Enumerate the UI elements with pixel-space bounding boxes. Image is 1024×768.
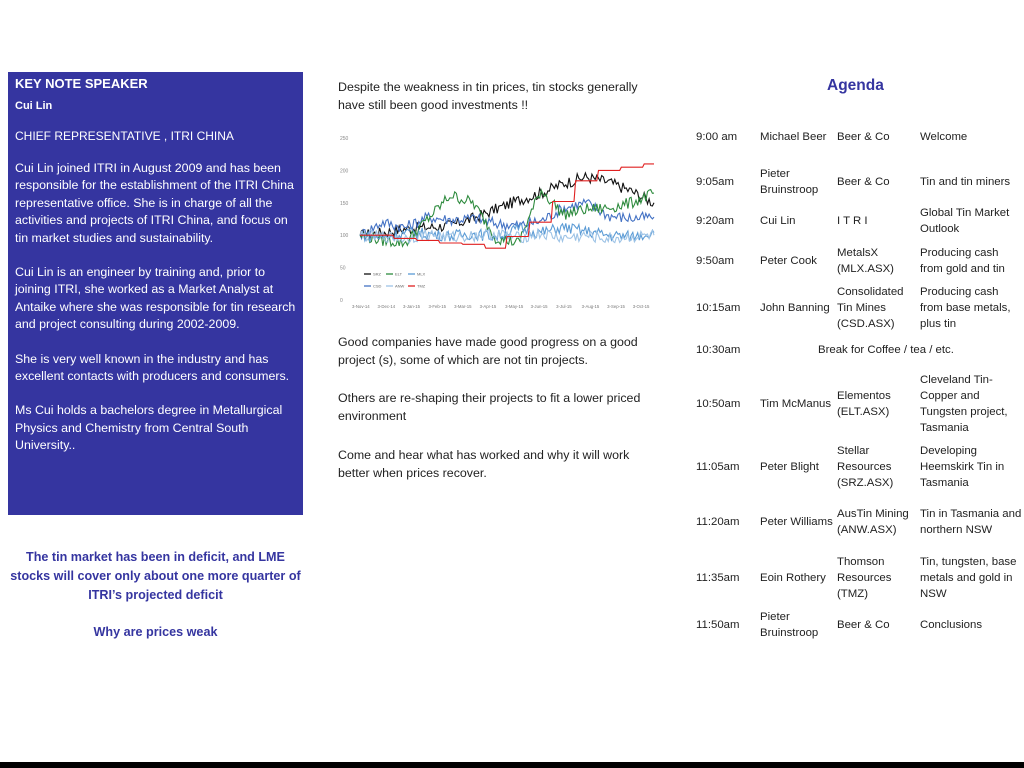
y-tick-label: 150 (340, 200, 349, 207)
agenda-topic: Producing cash from gold and tin (920, 247, 1005, 275)
speaker-name: Cui Lin (15, 100, 53, 112)
agenda-speaker: Pieter Bruinstroop (760, 168, 819, 196)
agenda-speaker: John Banning (760, 302, 830, 314)
agenda-company: Beer & Co (837, 619, 890, 631)
agenda-time: 11:20am (696, 516, 740, 528)
agenda-time: 11:05am (696, 461, 740, 473)
x-tick-label: 3-Aug-15 (581, 304, 600, 309)
x-tick-label: 3-Sep-15 (607, 304, 625, 309)
agenda-speaker: Eoin Rothery (760, 572, 826, 584)
speaker-bio-4: Ms Cui holds a bachelors degree in Metallurgical Physics and Chemistry from Central South University.. (15, 403, 283, 453)
legend-label: ANW (395, 283, 405, 289)
agenda-speaker: Pieter Bruinstroop (760, 611, 819, 639)
x-tick-label: 3-Oct-15 (632, 304, 650, 309)
x-tick-label: 3-Nov-14 (352, 304, 370, 309)
legend-label: ELT (395, 271, 403, 277)
agenda-company: AusTin Mining (ANW.ASX) (837, 508, 909, 536)
agenda-speaker: Peter Williams (760, 516, 833, 528)
agenda-company: Elementos (ELT.ASX) (837, 390, 891, 418)
agenda-topic: Tin in Tasmania and northern NSW (920, 508, 1022, 536)
come-hear-text: Come and hear what has worked and why it will work better when prices recover. (338, 448, 630, 481)
x-tick-label: 3-Jun-15 (530, 304, 548, 309)
x-tick-label: 3-Jul-15 (556, 304, 572, 309)
agenda-time: 9:20am (696, 215, 734, 227)
agenda-company: Stellar Resources (SRZ.ASX) (837, 445, 894, 489)
x-tick-label: 3-Apr-15 (479, 304, 497, 309)
agenda-topic: Tin, tungsten, base metals and gold in NSW (920, 556, 1017, 600)
agenda-company: Thomson Resources (TMZ) (837, 556, 892, 600)
x-tick-label: 3-Mar-15 (454, 304, 472, 309)
agenda-company: I T R I (837, 215, 868, 227)
agenda-company: Beer & Co (837, 176, 890, 188)
agenda-topic: Welcome (920, 131, 968, 143)
legend-label: MLX (417, 271, 426, 277)
series-line-srz (360, 173, 654, 240)
agenda-company: Beer & Co (837, 131, 890, 143)
x-tick-label: 3-Jan-15 (403, 304, 421, 309)
speaker-bio-2: Cui Lin is an engineer by training and, prior to joining ITRI, she worked as a Market Analyst at Antaike where she was responsible for tin research and project consulting during 2002-2009. (15, 265, 296, 332)
agenda-topic: Global Tin Market Outlook (920, 207, 1010, 235)
agenda-topic: Developing Heemskirk Tin in Tasmania (920, 445, 1005, 489)
y-tick-label: 0 (340, 298, 343, 304)
legend-label: CSD (373, 283, 382, 289)
agenda-title: Agenda (827, 77, 884, 94)
deficit-callout: The tin market has been in deficit, and LME stocks will cover only about one more quarter of ITRI’s projected deficit (10, 550, 301, 602)
agenda-speaker: Peter Cook (760, 255, 817, 267)
chart-svg (336, 130, 658, 318)
agenda-topic: Tin and tin miners (920, 176, 1011, 188)
progress-text: Good companies have made good progress on a good project (s), some of which are not tin projects. (338, 335, 638, 368)
agenda-time: 11:50am (696, 619, 740, 631)
agenda-speaker: Tim McManus (760, 398, 832, 410)
agenda-speaker: Peter Blight (760, 461, 819, 473)
speaker-title: CHIEF REPRESENTATIVE , ITRI CHINA (15, 129, 234, 143)
agenda-time: 11:35am (696, 572, 740, 584)
bottom-bar (0, 762, 1024, 768)
agenda-break-time: 10:30am (696, 344, 741, 356)
agenda-break-label: Break for Coffee / tea / etc. (818, 344, 954, 356)
agenda-topic: Cleveland Tin-Copper and Tungsten project, Tasmania (920, 374, 1008, 434)
speaker-bio-1: Cui Lin joined ITRI in August 2009 and has been responsible for the establishment of the ITRI China representative office. She is in charge of all the activities and projects of ITRI China, and focus on tin market studies and sustainability. (15, 161, 294, 245)
x-tick-label: 3-Dec-14 (377, 304, 396, 309)
agenda-company: MetalsX (MLX.ASX) (837, 247, 894, 275)
legend-label: TMZ (417, 283, 426, 289)
x-tick-label: 3-Feb-15 (428, 304, 446, 309)
agenda-speaker: Michael Beer (760, 131, 827, 143)
x-tick-label: 3-May-15 (505, 304, 524, 309)
speaker-bio-3: She is very well known in the industry and has excellent contacts with producers and consumers. (15, 351, 290, 384)
agenda-time: 9:00 am (696, 131, 738, 143)
agenda-time: 9:50am (696, 255, 734, 267)
tin-stocks-chart (336, 130, 658, 318)
agenda-topic: Producing cash from base metals, plus tin (920, 286, 1011, 330)
y-tick-label: 100 (340, 233, 349, 240)
agenda-time: 10:50am (696, 398, 741, 410)
agenda-speaker: Cui Lin (760, 215, 796, 227)
speaker-heading: KEY NOTE SPEAKER (15, 76, 148, 91)
agenda-topic: Conclusions (920, 619, 983, 631)
agenda-time: 9:05am (696, 176, 734, 188)
y-tick-label: 250 (340, 136, 349, 142)
prices-weak-callout: Why are prices weak (93, 625, 218, 639)
speaker-panel (8, 72, 303, 515)
intro-text: Despite the weakness in tin prices, tin stocks generally have still been good investments !! (338, 80, 638, 113)
reshaping-text: Others are re-shaping their projects to fit a lower priced environment (338, 391, 641, 424)
y-tick-label: 200 (340, 168, 349, 175)
agenda-company: Consolidated Tin Mines (CSD.ASX) (837, 286, 904, 330)
legend-label: SRZ (373, 271, 381, 277)
agenda-time: 10:15am (696, 302, 741, 314)
y-tick-label: 50 (340, 265, 346, 272)
